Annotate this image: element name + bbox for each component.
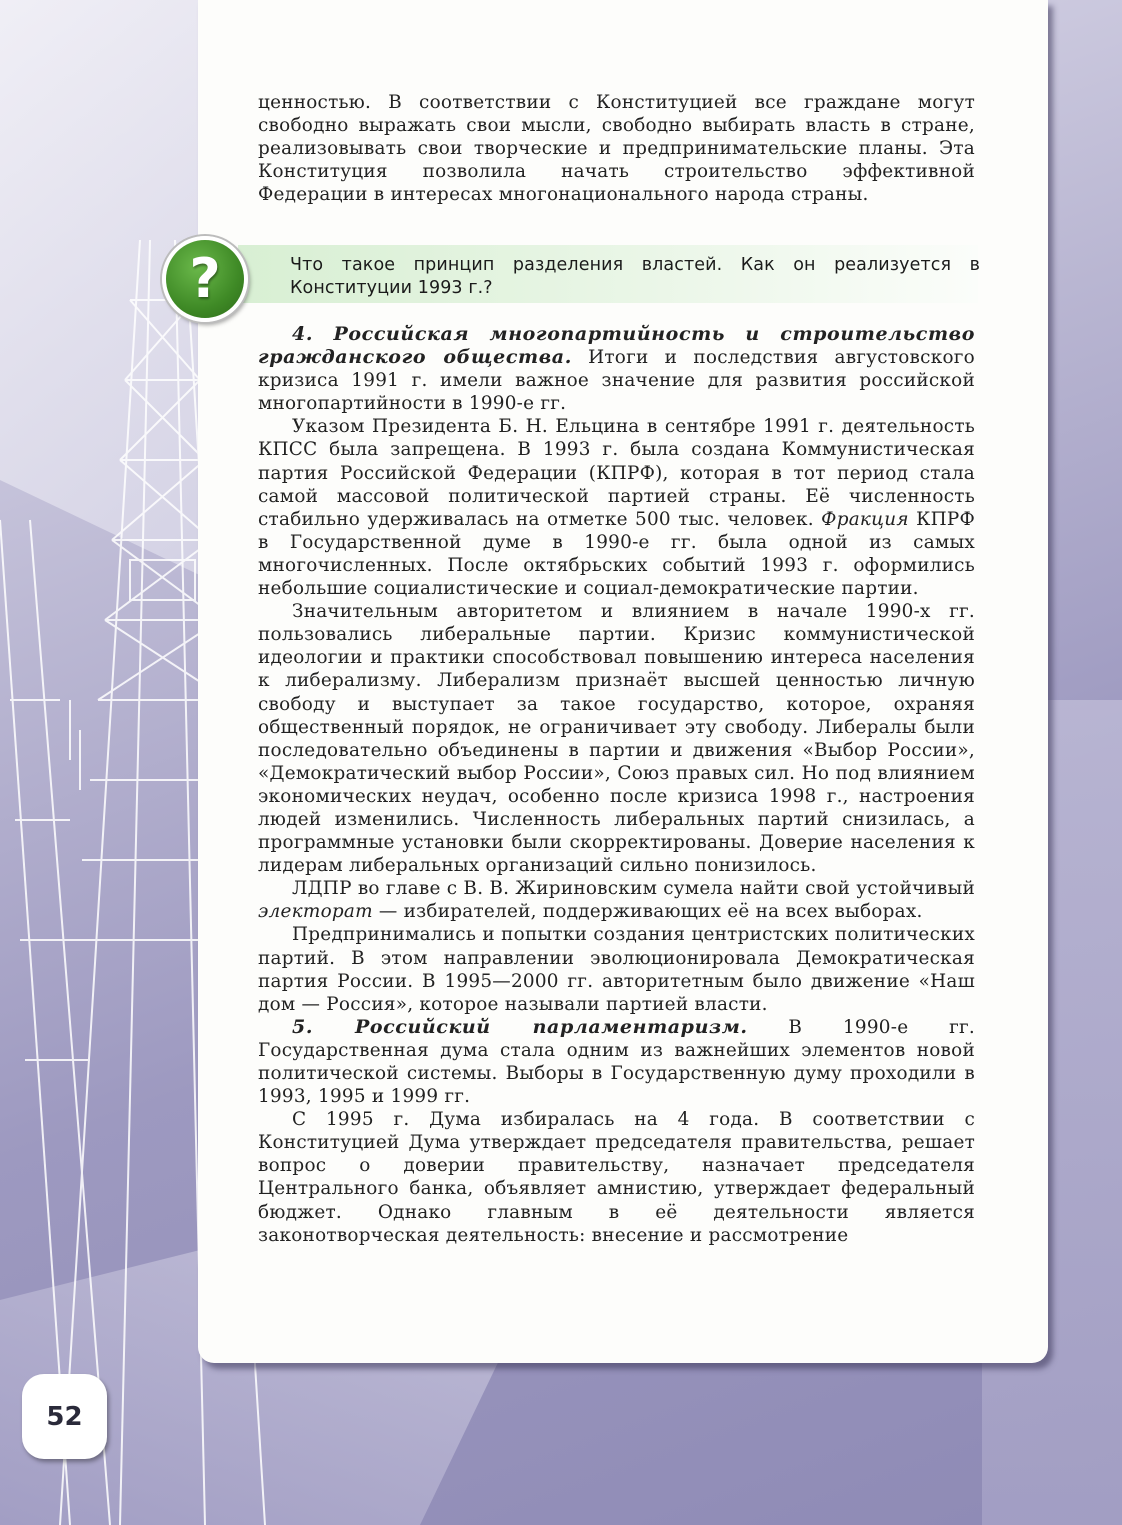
paragraph-duma: С 1995 г. Дума избиралась на 4 года. В соответствии с Конституцией Дума утверждает председателя правительства, решает вопрос о доверии правительству, назначает председателя Центрального банка, объявляет амнистию, утверждает федеральный бюджет. Однако главным в её деятельности является законотворческая деятельность: внесение и рассмотрение — [258, 1109, 975, 1246]
section-5-paragraph — [258, 1016, 975, 1108]
section-5-text: В 1990-е гг. Государственная дума стала одним из важнейших элементов новой политической системы. Выборы в Государственную думу проходили в 1993, 1995 и 1999 гг. — [258, 1016, 975, 1108]
paragraph-ldpr-text: ЛДПР во главе с В. В. Жириновским сумела найти свой устойчивый — [292, 878, 975, 900]
paragraph-kprf-text-2: КПРФ в Государственной думе в 1990-е гг. была одной из самых многочисленных. После октябрьских событий 1993 г. оформились небольшие социалистические и социал-демократические партии. — [258, 508, 975, 600]
term-fraktsiya: Фракция — [821, 508, 909, 530]
section-4-text: Итоги и последствия августовского кризиса 1991 г. имели важное значение для развития российской многопартийности в 1990-е гг. — [258, 347, 975, 415]
section-5-heading: 5. Российский парламентаризм. — [292, 1015, 748, 1038]
paragraph-constitution: ценностью. В соответствии с Конституцией все граждане могут свободно выражать свои мысли, свободно выбирать власть в стране, реализовывать свои творческие и предпринимательские планы. Эта Конституция позволила начать строительство эффективной Федерации в интересах многонационального народа страны. — [258, 92, 975, 206]
paragraph-centrists: Предпринимались и попытки создания центристских политических партий. В этом направлении эволюционировала Демократическая партия России. В 1995—2000 гг. авторитетным было движение «Наш дом — Россия», которое называли партией власти. — [258, 924, 975, 1015]
paragraph-ldpr — [258, 877, 975, 923]
question-mark-icon — [162, 236, 248, 322]
main-text — [258, 323, 975, 1247]
intro-paragraph — [258, 91, 975, 206]
paragraph-kprf — [258, 415, 975, 600]
paragraph-liberals: Значительным авторитетом и влиянием в начале 1990-х гг. пользовались либеральные партии. Кризис коммунистической идеологии и практики способствовал повышению интереса населения к либерализму. Либерализм признаёт высшей ценностью личную свободу и выступает за такое государство, которое, охраняя общественный порядок, не ограничивает эту свободу. Либералы были последовательно объединены в партии и движения «Выбор России», «Демократический выбор России», Союз правых сил. Но под влиянием экономических неудач, особенно после кризиса 1998 г., настроения людей изменились. Численность либеральных партий снизилась, а программные установки были скорректированы. Доверие населения к лидерам либеральных организаций сильно понизилось. — [258, 601, 975, 877]
section-4-paragraph — [258, 323, 975, 415]
term-elektorat: электорат — [258, 901, 373, 923]
section-4-heading: 4. Российская многопартийность и строительство гражданского общества. — [258, 323, 975, 369]
question-text: Что такое принцип разделения властей. Как он реализуется в Конституции 1993 г.? — [290, 255, 980, 298]
question-symbol: ? — [189, 247, 221, 310]
paragraph-kprf-text: Указом Президента Б. Н. Ельцина в сентябре 1991 г. деятельность КПСС была запрещена. В 1993 г. была создана Коммунистическая партия Российской Федерации (КПРФ), которая в тот период стала самой массовой политической партией страны. Её численность стабильно удерживалась на отметке 500 тыс. человек. — [258, 416, 975, 530]
paragraph-ldpr-text-2: — избирателей, поддерживающих её на всех выборах. — [372, 901, 923, 923]
page-number: 52 — [22, 1374, 107, 1459]
